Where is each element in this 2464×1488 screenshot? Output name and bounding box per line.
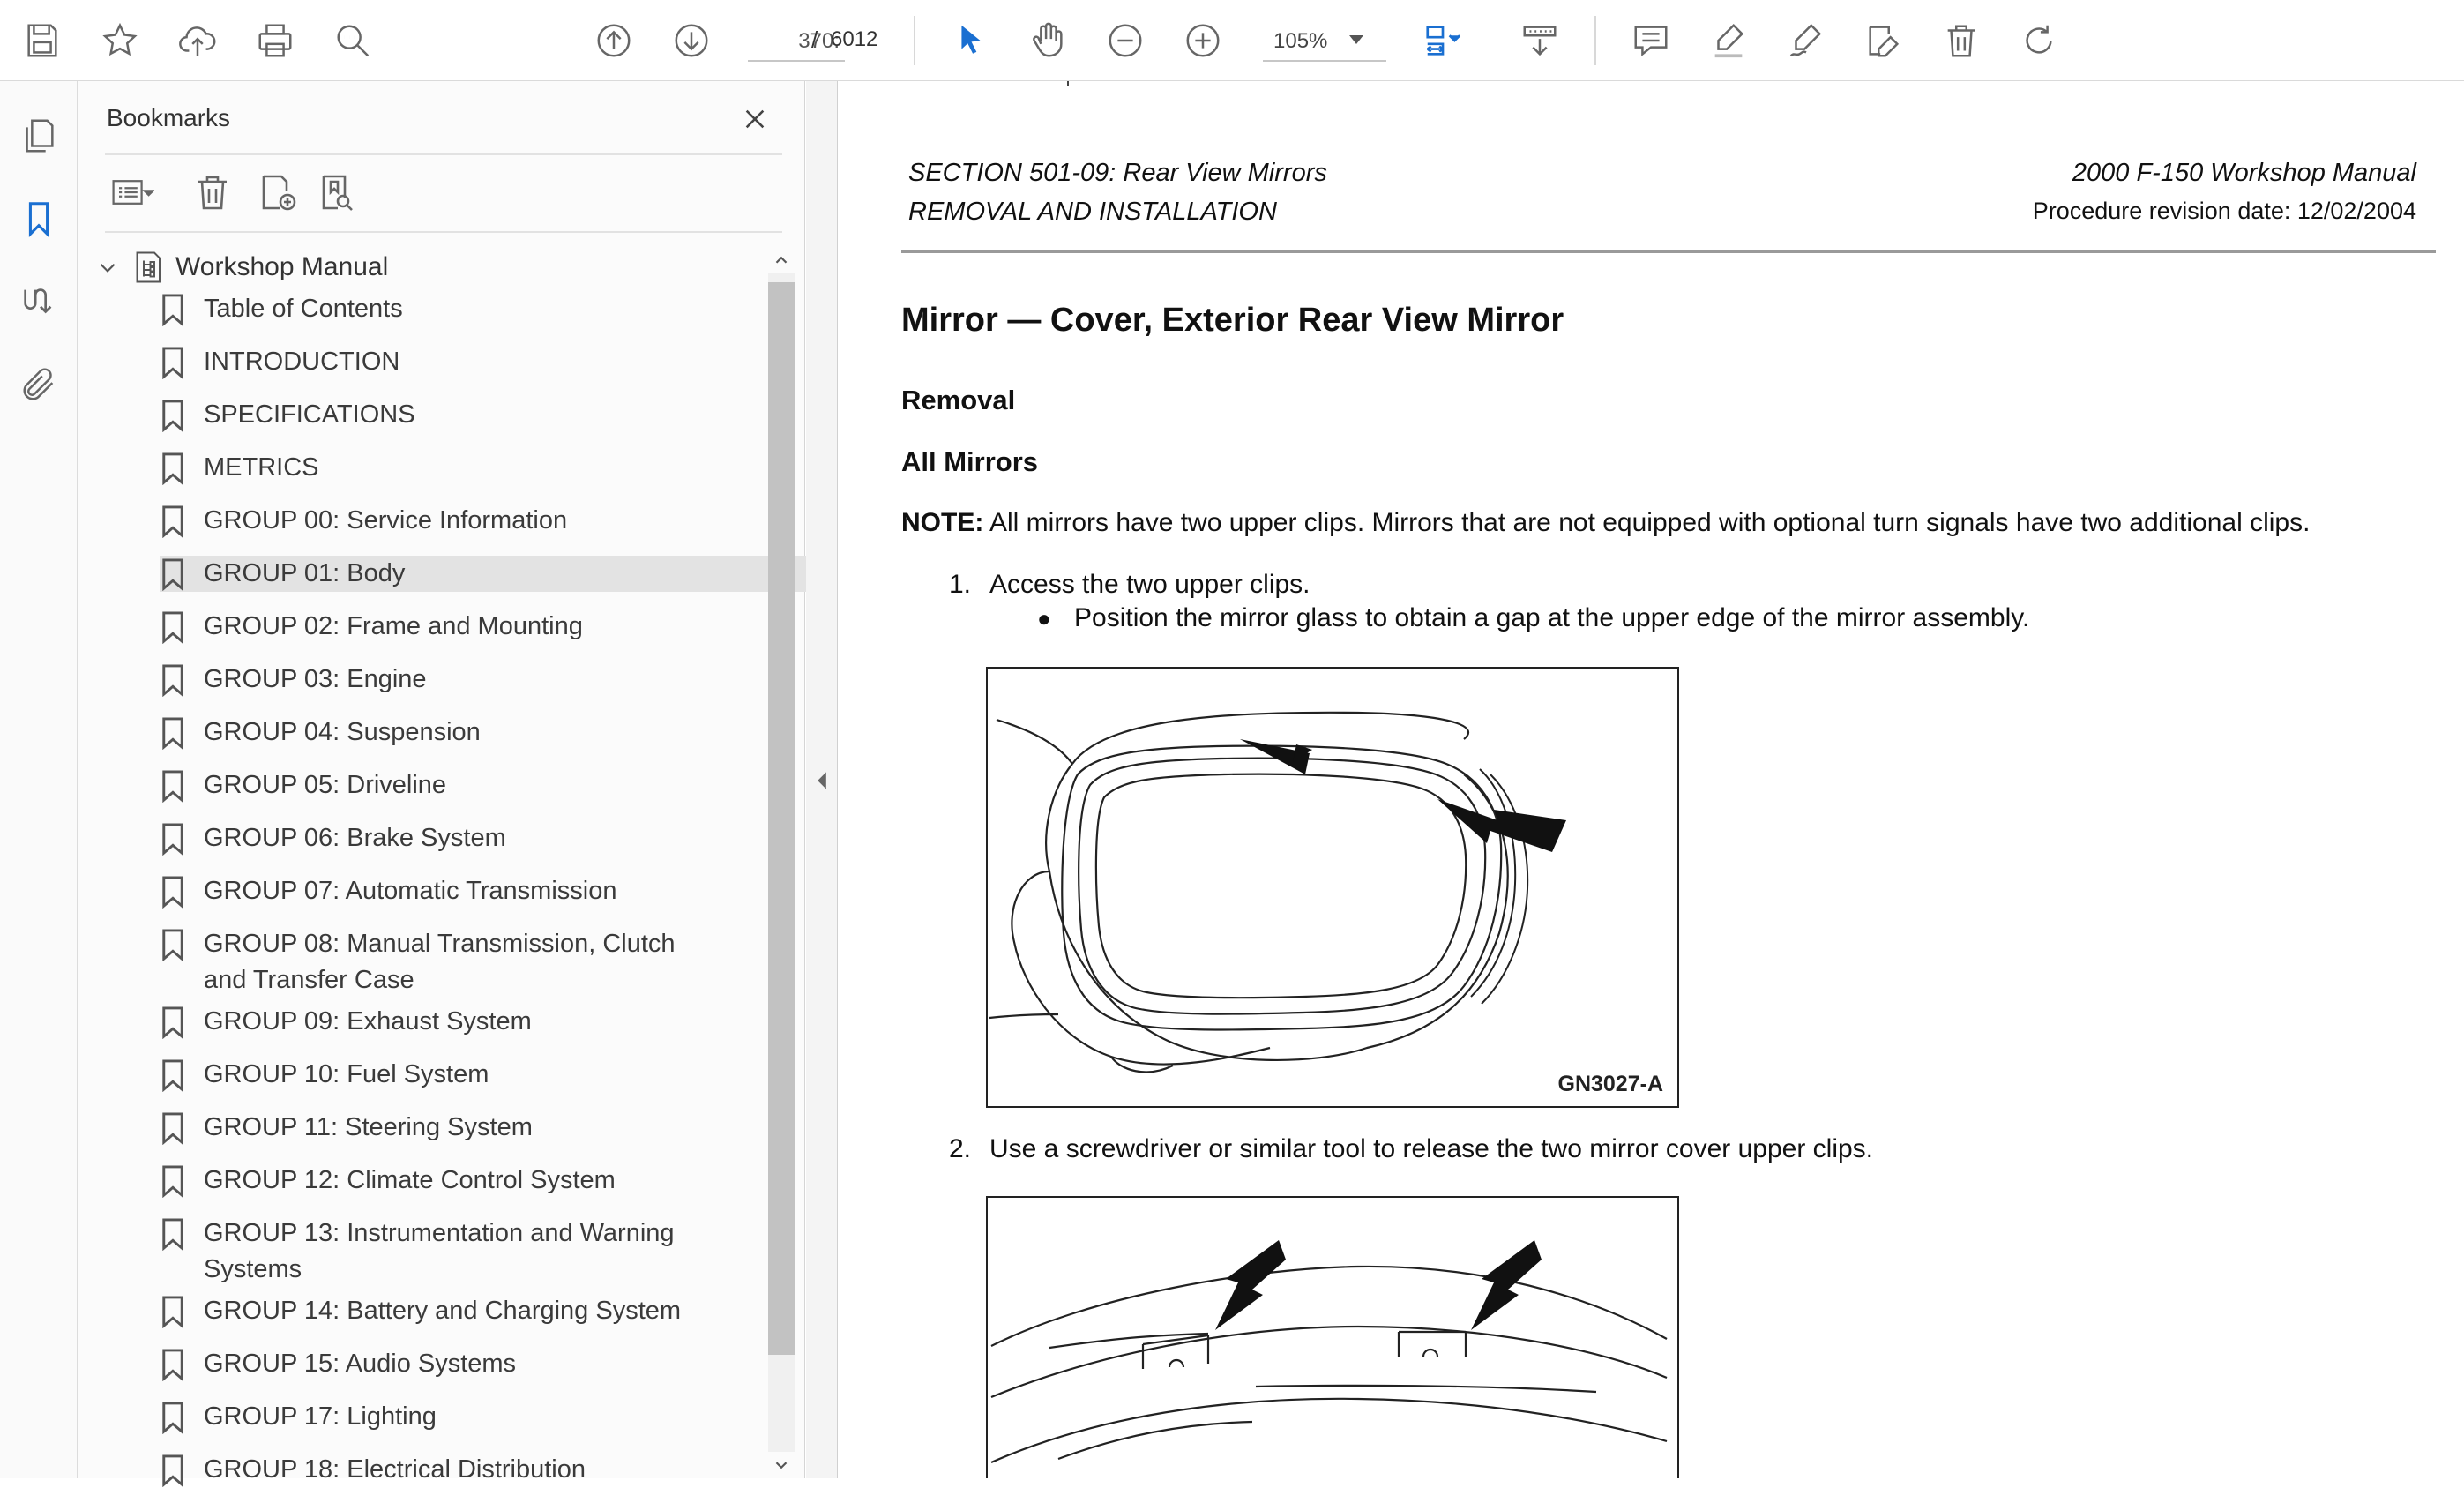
- bookmark-star-icon[interactable]: [93, 14, 146, 67]
- panel-collapse-handle[interactable]: [806, 81, 838, 1478]
- bookmark-item[interactable]: [160, 1215, 830, 1288]
- panel-divider: [105, 153, 782, 155]
- bookmark-icon: [160, 1111, 186, 1145]
- bookmark-icon: [160, 399, 186, 432]
- document-tree-icon: [133, 250, 165, 285]
- bullet-dot: ●: [1037, 605, 1051, 632]
- bookmark-item[interactable]: [160, 1399, 830, 1435]
- bookmark-item-label: GROUP 06: Brake System: [204, 824, 506, 852]
- bookmark-item-label: GROUP 10: Fuel System: [204, 1060, 489, 1088]
- toolbar-divider: [914, 16, 915, 65]
- fit-page-icon[interactable]: [1416, 14, 1469, 67]
- zoom-level-value: 105%: [1273, 29, 1328, 53]
- bookmark-icon: [160, 716, 186, 750]
- bookmark-icon: [160, 875, 186, 909]
- bookmark-item[interactable]: [160, 1057, 830, 1093]
- bookmark-icon: [160, 928, 186, 961]
- collapse-arrow-icon[interactable]: [815, 769, 829, 792]
- figure-1-label: GN3027-A: [1557, 1072, 1663, 1096]
- bookmark-item-label: GROUP 18: Electrical Distribution: [204, 1455, 586, 1484]
- zoom-underline: [1263, 60, 1386, 62]
- bookmark-item[interactable]: [160, 1293, 830, 1329]
- step-2-text: Use a screwdriver or similar tool to release the two mirror cover upper clips.: [989, 1134, 1873, 1163]
- bookmark-item-label: METRICS: [204, 453, 319, 482]
- panel-title: Bookmarks: [107, 104, 231, 131]
- page-fragment: [1067, 81, 1079, 86]
- new-bookmark-icon[interactable]: [251, 166, 304, 219]
- bookmark-item[interactable]: [160, 1110, 830, 1146]
- bookmark-icon: [160, 1006, 186, 1039]
- edit-text-icon[interactable]: [1857, 14, 1910, 67]
- arrow-indicator: [988, 669, 1677, 1106]
- close-icon[interactable]: [735, 99, 775, 139]
- bookmark-icon: [160, 1348, 186, 1381]
- rotate-icon[interactable]: [2012, 14, 2065, 67]
- bookmark-item[interactable]: [160, 556, 830, 592]
- bookmark-item[interactable]: [160, 820, 830, 856]
- manual-title: 2000 F-150 Workshop Manual: [2072, 159, 2416, 187]
- bookmark-item-label: GROUP 04: Suspension: [204, 718, 481, 746]
- bookmark-icon: [160, 1454, 186, 1487]
- bookmark-icon: [160, 557, 186, 591]
- section-header: SECTION 501-09: Rear View Mirrors: [908, 159, 1327, 187]
- bookmark-item-label: GROUP 08: Manual Transmission, Clutch and Transfer Case: [204, 930, 676, 994]
- delete-icon[interactable]: [1935, 14, 1988, 67]
- bookmark-icon: [160, 452, 186, 485]
- bookmark-item[interactable]: [160, 344, 830, 380]
- bookmark-icon: [160, 346, 186, 379]
- bookmark-item[interactable]: [160, 662, 830, 698]
- hand-icon[interactable]: [1021, 14, 1074, 67]
- bookmark-item-label: SPECIFICATIONS: [204, 400, 415, 429]
- bookmark-item-label: GROUP 03: Engine: [204, 665, 427, 693]
- signatures-icon[interactable]: [12, 275, 65, 328]
- bookmark-item[interactable]: [160, 1346, 830, 1382]
- bookmark-item[interactable]: [160, 714, 830, 751]
- bookmark-item-label: GROUP 02: Frame and Mounting: [204, 612, 583, 640]
- heading-removal: Removal: [901, 385, 1016, 415]
- bookmark-item[interactable]: [160, 397, 830, 433]
- scroll-mode-icon[interactable]: [1513, 14, 1566, 67]
- bookmark-item-label: GROUP 11: Steering System: [204, 1113, 533, 1141]
- bookmark-icon: [160, 1164, 186, 1198]
- bookmark-item-label: GROUP 09: Exhaust System: [204, 1007, 532, 1036]
- chevron-down-icon[interactable]: [1348, 30, 1365, 48]
- bookmark-icon: [160, 1058, 186, 1092]
- bookmark-item-label: GROUP 00: Service Information: [204, 506, 568, 535]
- scroll-up-icon[interactable]: [772, 250, 791, 270]
- save-icon[interactable]: [16, 14, 69, 67]
- zoom-out-icon[interactable]: [1099, 14, 1152, 67]
- bookmark-item-label: GROUP 13: Instrumentation and Warning Systems: [204, 1219, 675, 1283]
- bookmark-root[interactable]: [96, 247, 388, 288]
- bookmark-scrollbar[interactable]: [766, 247, 796, 1477]
- bookmark-icon: [160, 293, 186, 326]
- bookmark-icon: [160, 505, 186, 538]
- bookmark-icon: [160, 663, 186, 697]
- bookmark-item[interactable]: [160, 450, 830, 486]
- figure-release-clips: [986, 1196, 1679, 1478]
- header-rule: [901, 250, 2436, 253]
- bookmark-item[interactable]: [160, 291, 830, 327]
- pages-icon[interactable]: [12, 109, 65, 162]
- bookmark-root-label: Workshop Manual: [175, 252, 389, 281]
- step-1: [949, 570, 1310, 600]
- bookmark-item-label: Table of Contents: [204, 295, 403, 323]
- bookmark-item[interactable]: [160, 926, 830, 998]
- main-toolbar: [0, 0, 2464, 81]
- subsection-header: REMOVAL AND INSTALLATION: [908, 198, 1277, 226]
- attachments-icon[interactable]: [12, 358, 65, 411]
- bookmark-item-label: GROUP 07: Automatic Transmission: [204, 877, 617, 905]
- page-separator: /: [811, 26, 818, 53]
- bookmarks-icon[interactable]: [12, 192, 65, 245]
- bookmark-icon: [160, 1217, 186, 1251]
- print-icon[interactable]: [249, 14, 302, 67]
- step-1-bullet: [1037, 603, 2029, 633]
- comment-icon[interactable]: [1624, 14, 1677, 67]
- toolbar-divider: [1594, 16, 1596, 65]
- sign-icon[interactable]: [1780, 14, 1833, 67]
- step-2-number: 2.: [949, 1134, 972, 1163]
- zoom-in-icon[interactable]: [1176, 14, 1229, 67]
- navigation-rail: [0, 81, 78, 1478]
- bookmark-icon: [160, 1295, 186, 1328]
- bookmark-item-label: GROUP 17: Lighting: [204, 1402, 437, 1431]
- bookmark-item[interactable]: [160, 767, 830, 804]
- prev-page-icon[interactable]: [587, 14, 640, 67]
- bookmark-item[interactable]: [160, 1452, 830, 1488]
- bookmark-item[interactable]: [160, 503, 830, 539]
- bookmark-item-label: GROUP 14: Battery and Charging System: [204, 1297, 682, 1325]
- highlight-icon[interactable]: [1702, 14, 1755, 67]
- bookmark-item-label: GROUP 15: Audio Systems: [204, 1350, 517, 1378]
- step-1-text: Access the two upper clips.: [989, 570, 1310, 599]
- bookmark-item[interactable]: [160, 1163, 830, 1199]
- bookmark-icon: [160, 610, 186, 644]
- document-view[interactable]: [838, 81, 2464, 1478]
- note-label: NOTE:: [901, 508, 984, 537]
- step-1-number: 1.: [949, 570, 972, 599]
- bookmark-item-label: INTRODUCTION: [204, 348, 400, 376]
- upload-cloud-icon[interactable]: [171, 14, 224, 67]
- note-text: All mirrors have two upper clips. Mirrors that are not equipped with optional turn signals have two additional clips.: [983, 508, 2311, 537]
- page-total: 6012: [831, 27, 878, 51]
- note-paragraph: [901, 508, 2310, 538]
- bookmark-item-label: GROUP 05: Driveline: [204, 771, 447, 799]
- options-menu-icon[interactable]: [101, 166, 165, 219]
- scroll-down-icon[interactable]: [772, 1455, 791, 1475]
- bookmark-icon: [160, 822, 186, 856]
- step-1-bullet-text: Position the mirror glass to obtain a gap at the upper edge of the mirror assembly.: [1074, 603, 2030, 632]
- step-2: [949, 1134, 1873, 1164]
- select-cursor-icon[interactable]: [944, 14, 997, 67]
- scrollbar-thumb[interactable]: [768, 282, 795, 1355]
- figure-mirror-gap: [986, 667, 1679, 1108]
- bookmark-item[interactable]: [160, 873, 830, 909]
- zoom-level-dropdown[interactable]: [1263, 19, 1386, 64]
- chevron-down-icon[interactable]: [96, 256, 119, 279]
- next-page-icon[interactable]: [665, 14, 718, 67]
- bookmark-item[interactable]: [160, 609, 830, 645]
- bookmark-icon: [160, 769, 186, 803]
- bookmark-item-label: GROUP 01: Body: [204, 559, 406, 587]
- procedure-title: Mirror — Cover, Exterior Rear View Mirror: [901, 302, 1564, 339]
- arrow-indicator: [988, 1198, 1677, 1478]
- bookmark-item[interactable]: [160, 1004, 830, 1040]
- delete-bookmark-icon[interactable]: [186, 166, 239, 219]
- bookmark-item-label: GROUP 12: Climate Control System: [204, 1166, 616, 1194]
- bookmarks-panel: [78, 81, 805, 1484]
- heading-all-mirrors: All Mirrors: [901, 446, 1039, 477]
- revision-date: Procedure revision date: 12/02/2004: [2032, 198, 2416, 224]
- panel-divider: [105, 231, 782, 233]
- find-icon[interactable]: [326, 14, 379, 67]
- page-input-underline: [748, 60, 845, 62]
- find-bookmark-icon[interactable]: [310, 166, 362, 219]
- bookmark-icon: [160, 1401, 186, 1434]
